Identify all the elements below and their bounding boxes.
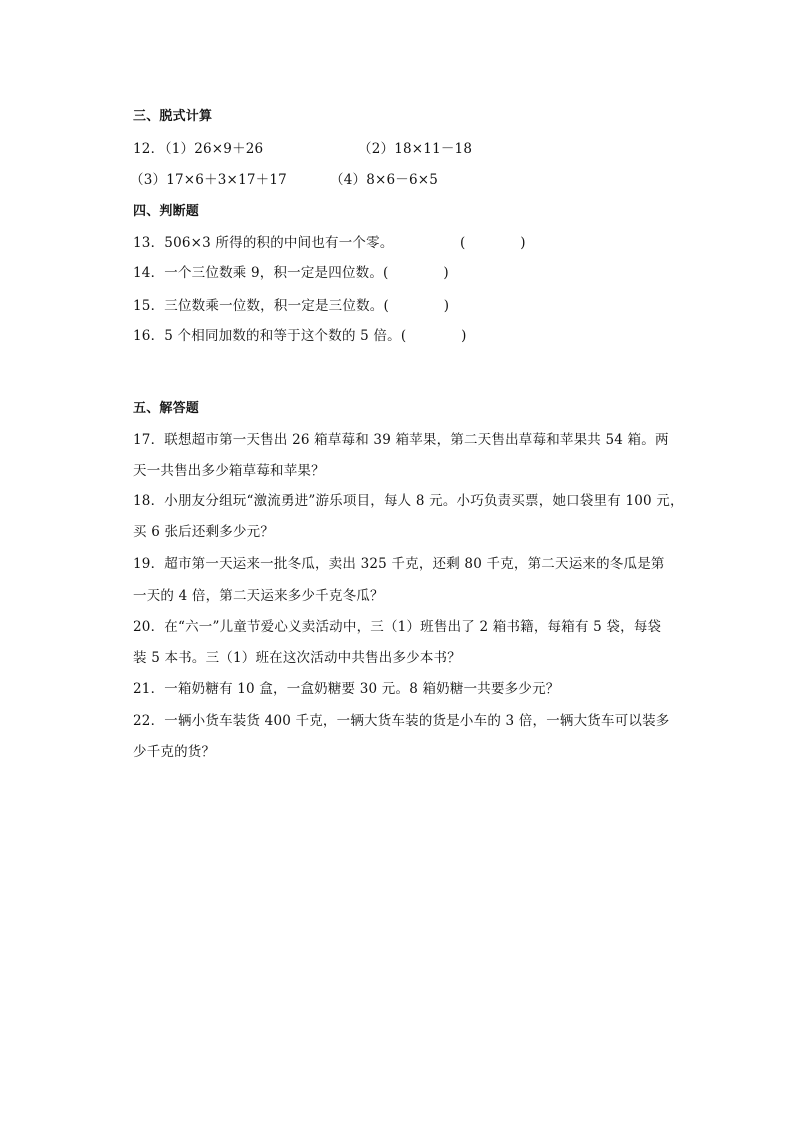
question-22-line-2: 少千克的货？	[133, 744, 216, 760]
question-18-line-2: 买 6 张后还剩多少元？	[133, 524, 275, 540]
section-5-heading: 五、解答题	[133, 401, 200, 416]
question-13: 13．506×3 所得的积的中间也有一个零。	[133, 235, 394, 251]
question-12-part-4: （4）8×6－6×5	[330, 172, 439, 188]
section-4-heading: 四、判断题	[133, 204, 200, 219]
question-14: 14．一个三位数乘 9，积一定是四位数。( )	[133, 265, 449, 281]
question-19-line-2: 一天的 4 倍，第二天运来多少千克冬瓜？	[133, 588, 384, 604]
question-17-line-1: 17．联想超市第一天售出 26 箱草莓和 39 箱苹果，第二天售出草莓和苹果共 54 箱。两	[133, 432, 669, 448]
question-18-line-1: 18．小朋友分组玩“激流勇进”游乐项目，每人 8 元。小巧负责买票，她口袋里有 100 元，	[133, 493, 684, 509]
question-12-part-1: （1）26×9＋26	[158, 141, 264, 157]
question-22-line-1: 22．一辆小货车装货 400 千克，一辆大货车装的货是小车的 3 倍，一辆大货车可以装多	[133, 713, 670, 729]
question-20-line-2: 装 5 本书。三（1）班在这次活动中共售出多少本书？	[133, 650, 461, 666]
question-15: 15．三位数乘一位数，积一定是三位数。( )	[133, 298, 450, 314]
question-12-part-2: （2）18×11－18	[358, 141, 473, 157]
question-17-line-2: 天一共售出多少箱草莓和苹果？	[133, 463, 325, 479]
section-3-heading: 三、脱式计算	[133, 109, 213, 124]
question-16: 16．5 个相同加数的和等于这个数的 5 倍。( )	[133, 328, 467, 344]
question-12-number: 12．	[133, 141, 165, 157]
question-13-answer-blank: ( )	[460, 235, 526, 251]
question-21: 21．一箱奶糖有 10 盒，一盒奶糖要 30 元。8 箱奶糖一共要多少元？	[133, 681, 560, 697]
question-19-line-1: 19．超市第一天运来一批冬瓜，卖出 325 千克，还剩 80 千克，第二天运来的冬瓜是第	[133, 556, 665, 572]
question-20-line-1: 20．在“六一”儿童节爱心义卖活动中，三（1）班售出了 2 箱书籍，每箱有 5 袋，每袋	[133, 619, 662, 635]
question-12-part-3: （3）17×6＋3×17＋17	[130, 172, 287, 188]
